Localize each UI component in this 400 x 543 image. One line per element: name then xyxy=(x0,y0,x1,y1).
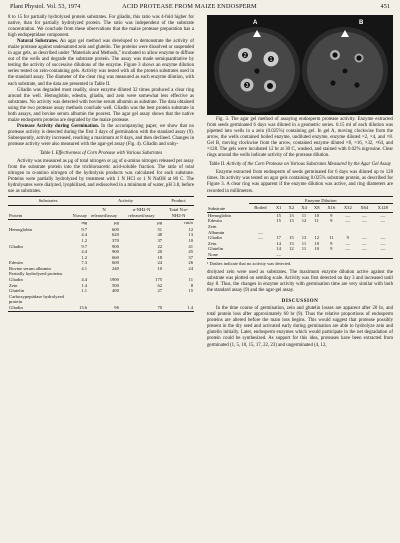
table2-dilution-header: X16 xyxy=(323,204,340,213)
table1-cell: 1.4 xyxy=(81,282,88,288)
table2-cell: — xyxy=(345,218,351,224)
table2-cell xyxy=(356,252,373,258)
table2-cell: 14 xyxy=(276,246,281,252)
table2-cell: 9 xyxy=(346,235,349,241)
table1-cell: 27 xyxy=(157,288,163,294)
right-column xyxy=(207,15,393,349)
table1-cell: 62 xyxy=(157,282,163,288)
table1-cell: Gliadin xyxy=(9,277,23,283)
table1-group-substrates: Substrates xyxy=(8,197,88,206)
table2-label: Table II. xyxy=(208,162,226,168)
table1-cell: 18 xyxy=(157,254,163,260)
table1-label: Table I. xyxy=(39,151,55,157)
table1-cell: 37 xyxy=(188,254,193,260)
table1-cell: 900 xyxy=(112,249,119,255)
table2-cell: 9 xyxy=(330,212,333,218)
table2-cell: — xyxy=(380,235,386,241)
table1-cell: Hemoglobin xyxy=(9,226,32,232)
table2-cell: 15 xyxy=(276,212,281,218)
plate-b-well xyxy=(356,55,361,60)
table1-cell: 1900 xyxy=(109,277,119,283)
table1-cell: 48 xyxy=(157,232,163,238)
table2-dilution-header: Boiled xyxy=(249,204,273,213)
table1-cell: 500 xyxy=(112,282,119,288)
table2-cell: 15 xyxy=(289,235,294,241)
running-title: ACID PROTEASE FROM MAIZE ENDOSPERM xyxy=(122,3,257,10)
table2-cell: 13 xyxy=(289,240,294,246)
natural-substrates-text: An agar gel method was developed to demonstrate the activity of maize protease against undenatured zein and glutelin. The proteins were dissolved or suspended in agar gels, as described under "Materials and Methods," incubated to allow enzyme to diffuse out of the wells and degrade the substrate protein. The assay was made semiquantitative by testing the activity of successive dilutions of the enzyme. Figure 3 shows an enzyme dilution series tested on zein-containing gels. Activity was tested with all the protein substrates used in the standard assay. The diameter of the clear ring was measured as each enzyme dilution, with each substrate, and the data are presented in Table II. xyxy=(8,39,194,87)
table1-group-product: Product xyxy=(163,197,194,206)
table2-cell: — xyxy=(380,218,386,224)
table1-caption xyxy=(8,151,194,157)
table1-cell: 13 xyxy=(188,232,193,238)
table2-substrate-cell: Zein xyxy=(208,223,217,229)
table1-cell: Carboxypeptidase hydrolyzed protein xyxy=(9,293,64,305)
table1-cell: 12 xyxy=(188,226,193,232)
table2-substrate-cell: Glutelin xyxy=(208,246,224,252)
table2-cell: — xyxy=(380,246,386,252)
plate-b-well xyxy=(354,82,359,87)
table1-cell: Glutelin xyxy=(9,288,25,294)
table1-col-alpha-n: α-NH2-N released/assay xyxy=(120,205,163,219)
natural-substrates-heading: Natural Substrates. xyxy=(17,39,59,45)
germination-text: In the accompanying paper, we show that no protease activity is detected during the first 3 days of germination with the standard assay (9). Subsequently, activity increased, reaching a maximum at 8 days, and then declined. Changes in protease activity were also measured with the agar-gel assay (Fig. 4). Gliadin and unhy- xyxy=(8,123,194,147)
table2 xyxy=(207,196,393,259)
table1-cell: Gliadin xyxy=(9,243,23,249)
table1-cell: 20 xyxy=(157,249,163,255)
table1-cell xyxy=(88,294,120,305)
table1-cell: 7.3 xyxy=(81,260,88,266)
table1-unit-cell: ratio xyxy=(184,220,193,226)
plate-a xyxy=(214,27,300,113)
table2-cell: 12 xyxy=(314,235,319,241)
table1-units-row xyxy=(8,220,194,227)
table1-unit-cell: µg xyxy=(157,220,163,226)
table1-unit-cell xyxy=(8,220,72,227)
plate-a-label: A xyxy=(253,20,258,26)
table1-cell: 9.7 xyxy=(81,226,88,232)
table1-cell: 96 xyxy=(114,305,119,311)
plate-a-well xyxy=(267,83,273,89)
table1-cell: 13.6 xyxy=(79,305,88,311)
natural-substrates-paragraph xyxy=(8,39,194,87)
table1-cell: 240 xyxy=(112,265,119,271)
table1-cell: 9.7 xyxy=(81,243,88,249)
journal-citation: Plant Physiol. Vol. 53, 1974 xyxy=(10,3,81,10)
table1-cell: 10 xyxy=(188,237,193,243)
germination-heading: Protease Activity during Germination. xyxy=(17,123,100,129)
table2-cell: 12 xyxy=(289,246,294,252)
table2-cell xyxy=(285,252,298,258)
table2-cell: — xyxy=(380,240,386,246)
table2-cell: 14 xyxy=(276,240,281,246)
table2-cell: — xyxy=(276,251,281,257)
germination-paragraph xyxy=(8,124,194,148)
table1-title: Effectiveness of Corn Protease with Various Substrates xyxy=(55,151,163,157)
table2-cell: 11 xyxy=(314,218,319,224)
table1-cell: 1.4 xyxy=(187,305,193,311)
table1-cell: 22 xyxy=(157,243,163,249)
table1-unit-cell: µg xyxy=(113,220,119,226)
table2-cell: 10 xyxy=(314,246,319,252)
plate-b-well xyxy=(343,69,348,74)
table2-cell: — xyxy=(345,212,351,218)
table1-col-total-n: N released/assay xyxy=(88,205,120,219)
table2-cell xyxy=(340,252,357,258)
table2-row xyxy=(207,252,393,258)
plate-b xyxy=(302,27,388,113)
discussion-heading: DISCUSSION xyxy=(281,298,319,305)
table1-cell: 51 xyxy=(157,226,163,232)
table2-cell: 15 xyxy=(276,218,281,224)
continued-paragraph: drolyzed zein were used as substrates. The maximum enzyme dilution active against the substrate was plotted on semilog scale. Activity was first detected on day 3 and increased until day 8. Thus, the changes in enzyme activity with germination time are very similar with both the standard assay (9) and the agar-gel assay. xyxy=(207,270,393,294)
table2-cell: — xyxy=(258,229,263,235)
table2-dilution-header: X8 xyxy=(310,204,323,213)
table1-cell: 24 xyxy=(188,265,193,271)
table1 xyxy=(8,196,194,311)
table2-cell: — xyxy=(380,212,386,218)
table2-substrate-cell: None xyxy=(208,251,218,257)
table1-cell: 26 xyxy=(188,260,193,266)
table1-cell xyxy=(72,294,89,305)
table2-cell: 10 xyxy=(314,212,319,218)
discussion-paragraph: In the time course of germination, zein and glutelin losses are apparent after 20 hr, and total protein loss after approximately 60 hr (9). Thus the relative proportions of endosperm proteins are altered before the main loss begins. This would suggest that protease possibly present in the dry seed and activated early during germination are able to hydrolyze zein and glutelin initially. Later, endosperm enzymes which would participate in the net degradation of protein could be synthesized. As support for this idea, proteases have been extracted from germinated (1, 5, 10, 15, 17, 22, 23) and ungerminated (4, 12, xyxy=(207,306,393,348)
table1-cell: 70 xyxy=(157,305,163,311)
table1-cell: 4.4 xyxy=(81,232,88,238)
table1-cell: 1.1 xyxy=(81,288,88,294)
table1-cell: 8 xyxy=(190,282,193,288)
table1-cell: 4.4 xyxy=(81,277,88,283)
table1-cell xyxy=(120,294,163,305)
agar-plates-photo xyxy=(207,15,393,115)
table1-cell: Bovine serum albumin xyxy=(9,265,51,271)
table2-col-substrate: Substrate xyxy=(207,196,249,212)
table1-row xyxy=(8,305,194,311)
table2-dilution-header: X64 xyxy=(356,204,373,213)
left-column xyxy=(8,15,194,312)
figure3-caption-text: The agar gel method of assaying endosperm protease activity. Enzyme extracted from seeds germinated 6 days was diluted in a geometric series. 0.15 ml of each dilution was pipetted into wells in a zein (0.025%) containing gel. In gel A, moving clockwise from the arrow, the wells contained boiled enzyme, undiluted enzyme, enzyme diluted ×2, ×4, and ×8. Gel B, moving clockwise from the arrow, contained enzyme diluted ×8, ×16, ×32, ×64, and ×128. The gels were incubated 12 hr at 30 C, washed, and stained with 0.02% nigrosine. Clear rings around the wells indicate activity of the protease dilution. xyxy=(207,117,393,159)
table1-cell: 37 xyxy=(157,237,163,243)
table2-cell: — xyxy=(362,212,367,218)
table2-cell: 13 xyxy=(289,212,294,218)
table2-dilution-header: X32 xyxy=(340,204,357,213)
table1-col-n: N/assay xyxy=(72,205,89,219)
gliadin-paragraph: Gliadin was degraded most readily, since enzyme diluted 32 times produced a clear ring around the well. Hemoglobin, edestin, gliadin, and zein were somewhat less effective as substrates. No activity was detected with bovine serum albumin as substrate. The data obtained using the two protease assay methods conclude well. Gliadin was the best protein substrate in both assays, and bovine serum albumin the poorest. The agar gel assay shows that the native maize endosperm proteins are degraded by the maize protease. xyxy=(8,87,194,123)
table1-cell: 1.2 xyxy=(81,254,88,260)
table1-cell: 175 xyxy=(155,277,163,283)
table1-group-activity: Activity xyxy=(88,197,163,206)
table2-substrate-cell: Zein xyxy=(208,240,217,246)
figure3-caption-label: Fig. 3. xyxy=(216,117,230,122)
table2-cell: 11 xyxy=(301,240,307,246)
table2-cell: — xyxy=(345,240,351,246)
table2-cell: 10 xyxy=(314,240,319,246)
table2-title: Activity of the Corn Protease on Various Substrates Measured by the Agar Gel Assay xyxy=(226,162,392,168)
table1-cell: 600 xyxy=(112,260,119,266)
table2-cell: 13 xyxy=(301,235,307,241)
table2-caption xyxy=(207,162,393,168)
table1-col-ratio: Total N:α-NH2-N xyxy=(163,205,194,219)
table2-dilution-header: X1 xyxy=(272,204,285,213)
table1-cell: Zein xyxy=(9,282,18,288)
table2-substrate-cell: Gliadin xyxy=(208,235,222,241)
plate-b-well xyxy=(332,52,337,57)
table1-cell: Edestin xyxy=(9,260,23,266)
table2-cell: 11 xyxy=(301,212,307,218)
table1-note: Activity was measured as µg of total nitrogen or µg of α-amino nitrogen released per assay from the substrate protein into the trichloroacetic acid-soluble fraction. The ratio of total nitrogen to α-amino nitrogen of the hydrolysis products was calculated for each substrate. Proteins were partially hydrolyzed by treatment with 1 N HCl or 1 N NaOH at 80 C. The hydrolysates were dialyzed, lyophilized, and redissolved in a minimum of water, pH 3.8, before use as substrates. xyxy=(8,159,194,195)
table1-cell: 900 xyxy=(112,243,119,249)
table2-cell xyxy=(298,252,311,258)
table1-unit-cell: mg xyxy=(81,220,88,226)
table1-cell: 10 xyxy=(157,265,163,271)
table1-cell: 400 xyxy=(112,288,119,294)
table2-cell: 12 xyxy=(301,218,307,224)
well-label: 1 xyxy=(269,57,273,63)
table1-cell: Partially hydrolyzed proteins xyxy=(9,271,63,277)
plate-b-label: B xyxy=(359,20,364,26)
table2-cell xyxy=(310,252,323,258)
table1-col-protein: Protein xyxy=(8,205,72,219)
table1-cell: 41 xyxy=(188,243,193,249)
table1-cell: 1.2 xyxy=(81,237,88,243)
table2-cell: 9 xyxy=(330,218,333,224)
table2-cell: — xyxy=(362,235,367,241)
table2-dilution-header: X2 xyxy=(285,204,298,213)
well-label: 3 xyxy=(245,83,249,89)
table2-group-dilution: Enzyme Dilution xyxy=(249,196,393,204)
table2-cell xyxy=(249,252,273,258)
table1-cell: 24 xyxy=(157,260,163,266)
table2-cell: — xyxy=(362,246,367,252)
table1-cell: 660 xyxy=(112,254,119,260)
table2-footnote: ¹ Dashes indicate that no activity was detected. xyxy=(207,260,292,266)
table2-cell xyxy=(373,252,393,258)
table2-cell: — xyxy=(258,235,263,241)
table2-cell: — xyxy=(362,218,367,224)
table2-cell: 9 xyxy=(330,246,333,252)
table2-dilution-header: X4 xyxy=(298,204,311,213)
figure3-caption xyxy=(207,117,393,159)
running-header xyxy=(10,2,390,12)
table2-cell: — xyxy=(362,240,367,246)
table2-dilution-header: X128 xyxy=(373,204,393,213)
table1-cell: 620 xyxy=(112,232,119,238)
table1-cell: 370 xyxy=(112,237,119,243)
plate-a-well xyxy=(254,68,259,73)
table1-cell xyxy=(163,294,194,305)
table2-cell: 11 xyxy=(301,246,307,252)
page-number: 451 xyxy=(380,3,390,10)
table2-body xyxy=(207,212,393,258)
table1-cell: Gliadin xyxy=(9,305,23,311)
table2-note: Enzyme extracted from endosperm of seeds germinated for 6 days was diluted up to 128 times. Its activity was tested on agar gels containing 0.025% substrate protein, as described for Figure 3. A clear ring was apparent if the enzyme dilution was active, and ring diameters are recorded in millimeters. xyxy=(207,170,393,194)
table2-cell: 9 xyxy=(330,240,333,246)
table2-substrate-cell: Hemoglobin xyxy=(208,212,231,218)
table1-cell: 4.1 xyxy=(81,265,88,271)
table1-cell: 45 xyxy=(188,249,193,255)
table1-cell: 600 xyxy=(112,226,119,232)
table2-cell xyxy=(323,252,340,258)
table2-cell: — xyxy=(345,246,351,252)
table1-cell: 4.4 xyxy=(81,249,88,255)
plate-b-well xyxy=(330,80,335,85)
table1-body xyxy=(8,220,194,312)
table2-substrate-cell: Albumin xyxy=(208,229,225,235)
intro-paragraph: 8 to 15 for partially hydrolyzed protein substrates. For gliadin, this ratio was 4-fold higher for native, than for partially hydrolyzed protein. The ratio was independent of the substrate concentration. We conclude from these observations that the maize protease preparation has a high endopeptidase component. xyxy=(8,15,194,39)
table2-substrate-cell: Edestin xyxy=(208,218,222,224)
well-label: 2 xyxy=(243,53,247,59)
table1-cell: 11 xyxy=(188,277,193,283)
table2-cell: 13 xyxy=(289,218,294,224)
table1-row xyxy=(8,294,194,305)
table1-cell: 15 xyxy=(188,288,193,294)
table2-cell: 17 xyxy=(276,235,281,241)
table2-cell: 11 xyxy=(329,235,334,241)
figure3-photo xyxy=(207,15,393,115)
